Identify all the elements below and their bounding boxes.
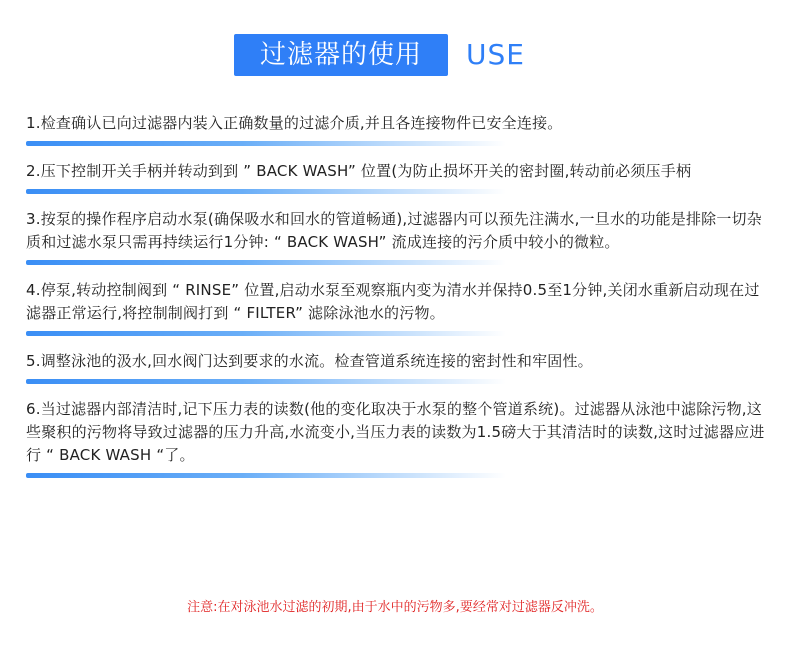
step-5 — [26, 350, 766, 384]
step-text: 2.压下控制开关手柄并转动到到 ” BACK WASH” 位置(为防止损坏开关的密封圈,转动前必须压手柄 — [26, 162, 692, 180]
title-badge — [234, 34, 448, 76]
step-divider — [26, 189, 506, 194]
steps-list — [26, 112, 766, 492]
step-divider — [26, 141, 506, 146]
header — [0, 28, 790, 78]
page-title: 过滤器的使用 — [259, 40, 422, 70]
step-text: 4.停泵,转动控制阀到 “ RINSE” 位置,启动水泵至观察瓶内变为清水并保持0.5至1分钟,关闭水重新启动现在过滤器正常运行,将控制制阀打到 “ FILTER” 滤除泳池水的污物。 — [26, 281, 760, 322]
step-divider — [26, 379, 506, 384]
page-title-en: USE — [466, 38, 525, 71]
step-6 — [26, 398, 766, 478]
step-4 — [26, 279, 766, 336]
step-2 — [26, 160, 766, 194]
step-text: 3.按泵的操作程序启动水泵(确保吸水和回水的管道畅通),过滤器内可以预先注满水,一旦水的功能是排除一切杂质和过滤水泵只需再持续运行1分钟: “ BACK WASH” 流成连接的污介质中较小的微粒。 — [26, 210, 762, 251]
step-3 — [26, 208, 766, 265]
step-divider — [26, 260, 506, 265]
step-divider — [26, 473, 506, 478]
step-text: 1.检查确认已向过滤器内装入正确数量的过滤介质,并且各连接物件已安全连接。 — [26, 114, 563, 132]
step-text: 6.当过滤器内部清洁时,记下压力表的读数(他的变化取决于水泵的整个管道系统)。过滤器从泳池中滤除污物,这些聚积的污物将导致过滤器的压力升高,水流变小,当压力表的读数为1.5磅大于其清洁时的读数,这时过滤器应进行 “ BACK WASH “了。 — [26, 400, 765, 464]
step-text: 5.调整泳池的汲水,回水阀门达到要求的水流。检查管道系统连接的密封性和牢固性。 — [26, 352, 593, 370]
step-divider — [26, 331, 506, 336]
caution-note: 注意:在对泳池水过滤的初期,由于水中的污物多,要经常对过滤器反冲洗。 — [187, 600, 603, 615]
step-1 — [26, 112, 766, 146]
